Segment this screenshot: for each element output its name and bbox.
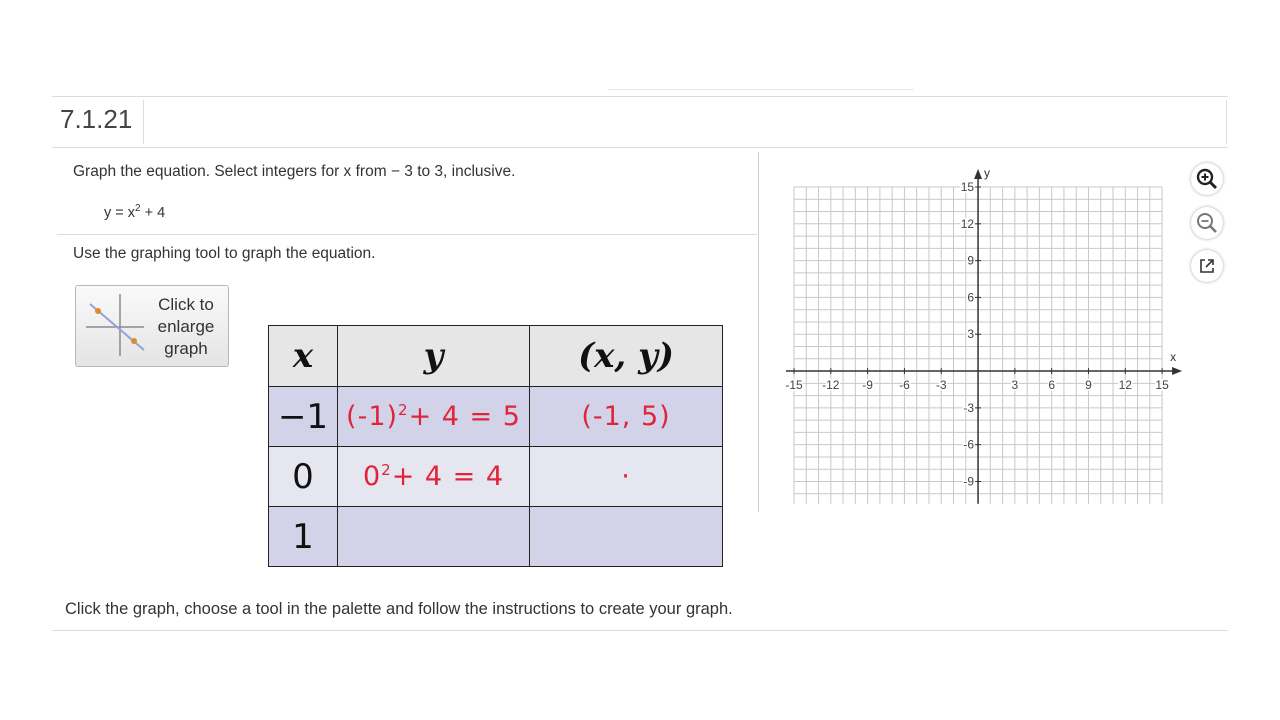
y-tick-label: 6	[967, 290, 975, 305]
x-tick-label: 9	[1085, 378, 1092, 393]
y-tick-label: 3	[967, 327, 975, 342]
table-header-y: y	[338, 326, 530, 387]
x-tick-label: -15	[785, 378, 803, 393]
table-row	[269, 507, 723, 567]
y-work-base: (-1)	[346, 401, 399, 432]
x-axis-arrow	[1172, 367, 1182, 375]
zoom-out-button[interactable]	[1191, 207, 1223, 239]
y-work-rest: + 4 = 4	[391, 461, 505, 492]
bottom-instruction: Click the graph, choose a tool in the palette and follow the instructions to create your graph.	[65, 600, 733, 618]
graph-panel-divider	[758, 152, 759, 512]
y-work-rest: + 4 = 5	[408, 401, 521, 432]
x-tick-label: 15	[1155, 378, 1169, 393]
x-axis-label: x	[1170, 350, 1177, 365]
equation-exponent: 2	[135, 203, 141, 214]
x-tick-label: 3	[1011, 378, 1019, 393]
y-work-base: 0	[362, 461, 382, 492]
x-tick-label: 6	[1048, 378, 1056, 393]
x-tick-label: -3	[935, 378, 947, 393]
y-tick-label: 12	[960, 216, 975, 231]
table-cell-x: 1	[269, 507, 338, 567]
x-tick-label: -9	[862, 378, 873, 393]
y-work-exponent: 2	[398, 401, 409, 419]
y-work-exponent: 2	[381, 461, 392, 479]
table-row	[269, 387, 723, 447]
footer-border	[52, 630, 1228, 631]
question-number: 7.1.21	[60, 104, 133, 134]
table-cell-y	[338, 387, 530, 447]
table-cell-x: −1	[269, 387, 338, 447]
header-right-border	[1226, 100, 1227, 144]
y-tick-label: 15	[960, 180, 975, 194]
header-divider	[143, 100, 144, 144]
equation-rest: + 4	[140, 204, 166, 221]
y-tick-label: -6	[963, 437, 975, 452]
equation	[104, 203, 165, 221]
popout-icon	[1191, 250, 1223, 282]
table-row	[269, 447, 723, 507]
enlarge-graph-button[interactable]	[75, 285, 229, 367]
enlarge-graph-label: Click to enlarge graph	[157, 295, 215, 358]
x-tick-label: -6	[899, 378, 910, 393]
graph-thumbnail-icon	[80, 286, 150, 366]
equation-base: y = x	[104, 204, 136, 221]
header-top-border	[52, 96, 1228, 97]
coordinate-graph[interactable]	[770, 160, 1190, 520]
table-header-x: x	[269, 326, 338, 387]
zoom-in-icon	[1191, 163, 1223, 195]
graphing-instruction: Use the graphing tool to graph the equation.	[73, 245, 376, 262]
y-axis-arrow	[974, 169, 982, 179]
zoom-in-button[interactable]	[1191, 163, 1223, 195]
table-cell-point: (-1, 5)	[530, 387, 723, 447]
y-tick-label: -3	[963, 400, 975, 415]
zoom-out-icon	[1191, 207, 1223, 239]
table-cell-point	[530, 507, 723, 567]
table-cell-x: 0	[269, 447, 338, 507]
question-prompt: Graph the equation. Select integers for x from − 3 to 3, inclusive.	[73, 163, 516, 180]
x-tick-label: 12	[1118, 378, 1132, 393]
table-cell-point: ·	[530, 447, 723, 507]
top-toolbar-edge	[608, 89, 914, 90]
table-header-point: (x, y)	[530, 326, 723, 387]
table-header-row	[269, 326, 723, 387]
x-tick-label: -12	[822, 378, 840, 393]
table-cell-y	[338, 507, 530, 567]
y-tick-label: 9	[967, 253, 975, 268]
y-tick-label: -9	[963, 474, 975, 489]
header-bottom-border	[52, 147, 1228, 148]
y-axis-label: y	[984, 166, 991, 180]
table-cell-y	[338, 447, 530, 507]
popout-button[interactable]	[1191, 250, 1223, 282]
prompt-divider	[57, 234, 757, 235]
xy-table	[268, 325, 723, 567]
